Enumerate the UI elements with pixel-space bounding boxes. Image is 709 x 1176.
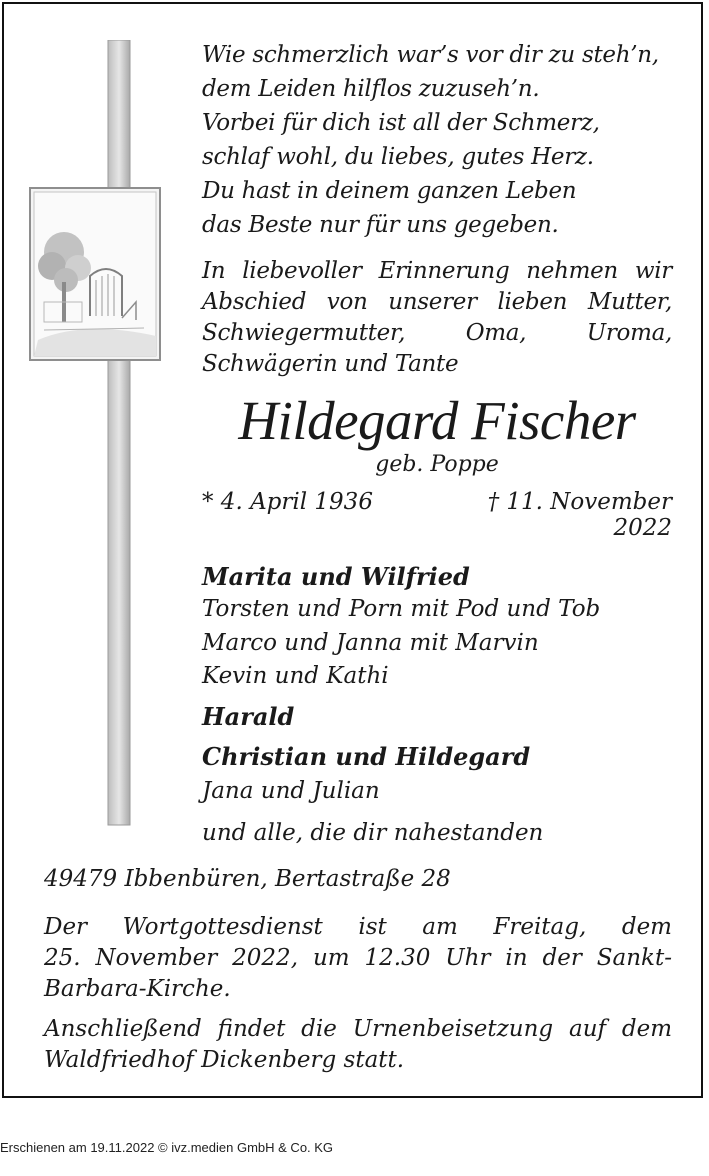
family-name: Torsten und Porn mit Pod und Tob [202, 596, 601, 622]
intro-text [202, 256, 672, 380]
poem-line: Du hast in deinem ganzen Leben [202, 178, 577, 204]
obituary-frame [2, 2, 703, 1098]
poem-line: dem Leiden hilflos zuzuseh’n. [202, 76, 540, 102]
family-name: Marita und Wilfried [202, 562, 470, 591]
maiden-name: geb. Poppe [375, 452, 499, 477]
burial-info [44, 1014, 672, 1076]
poem-line: Vorbei für dich ist all der Schmerz, [202, 110, 600, 136]
intro-line: Schwiegermutter, Oma, Uroma, [202, 320, 672, 346]
cross-illustration [24, 40, 174, 830]
service-line: 25. November 2022, um 12.30 Uhr in der Sankt- [44, 945, 672, 971]
deceased-name: Hildegard Fischer [238, 390, 636, 451]
birth-date: * 4. April 1936 [202, 489, 373, 515]
poem [202, 38, 672, 242]
family-name: Marco und Janna mit Marvin [202, 630, 539, 656]
poem-line: das Beste nur für uns gegeben. [202, 212, 559, 238]
poem-line: Wie schmerzlich war’s vor dir zu steh’n, [202, 42, 659, 68]
family-name: Jana und Julian [202, 778, 380, 804]
poem-line: schlaf wohl, du liebes, gutes Herz. [202, 144, 594, 170]
service-line: Barbara-Kirche. [44, 976, 231, 1002]
service-info [44, 912, 672, 1005]
family-name: Harald [202, 702, 295, 731]
family-name: und alle, die dir nahestanden [202, 820, 544, 846]
service-line: Der Wortgottesdienst ist am Freitag, dem [44, 914, 672, 940]
intro-line: Abschied von unserer lieben Mutter, [202, 289, 672, 315]
family-name: Christian und Hildegard [202, 742, 531, 771]
burial-line: Anschließend findet die Urnenbeisetzung auf dem [44, 1016, 672, 1042]
burial-line: Waldfriedhof Dickenberg statt. [44, 1047, 405, 1073]
family-name: Kevin und Kathi [202, 663, 389, 689]
address: 49479 Ibbenbüren, Bertastraße 28 [44, 866, 451, 892]
publication-note: Erschienen am 19.11.2022 © ivz.medien GmbH & Co. KG [0, 1140, 334, 1155]
intro-line: In liebevoller Erinnerung nehmen wir [202, 258, 672, 284]
intro-line: Schwägerin und Tante [202, 351, 459, 377]
death-date: † 11. November 2022 [487, 489, 672, 541]
